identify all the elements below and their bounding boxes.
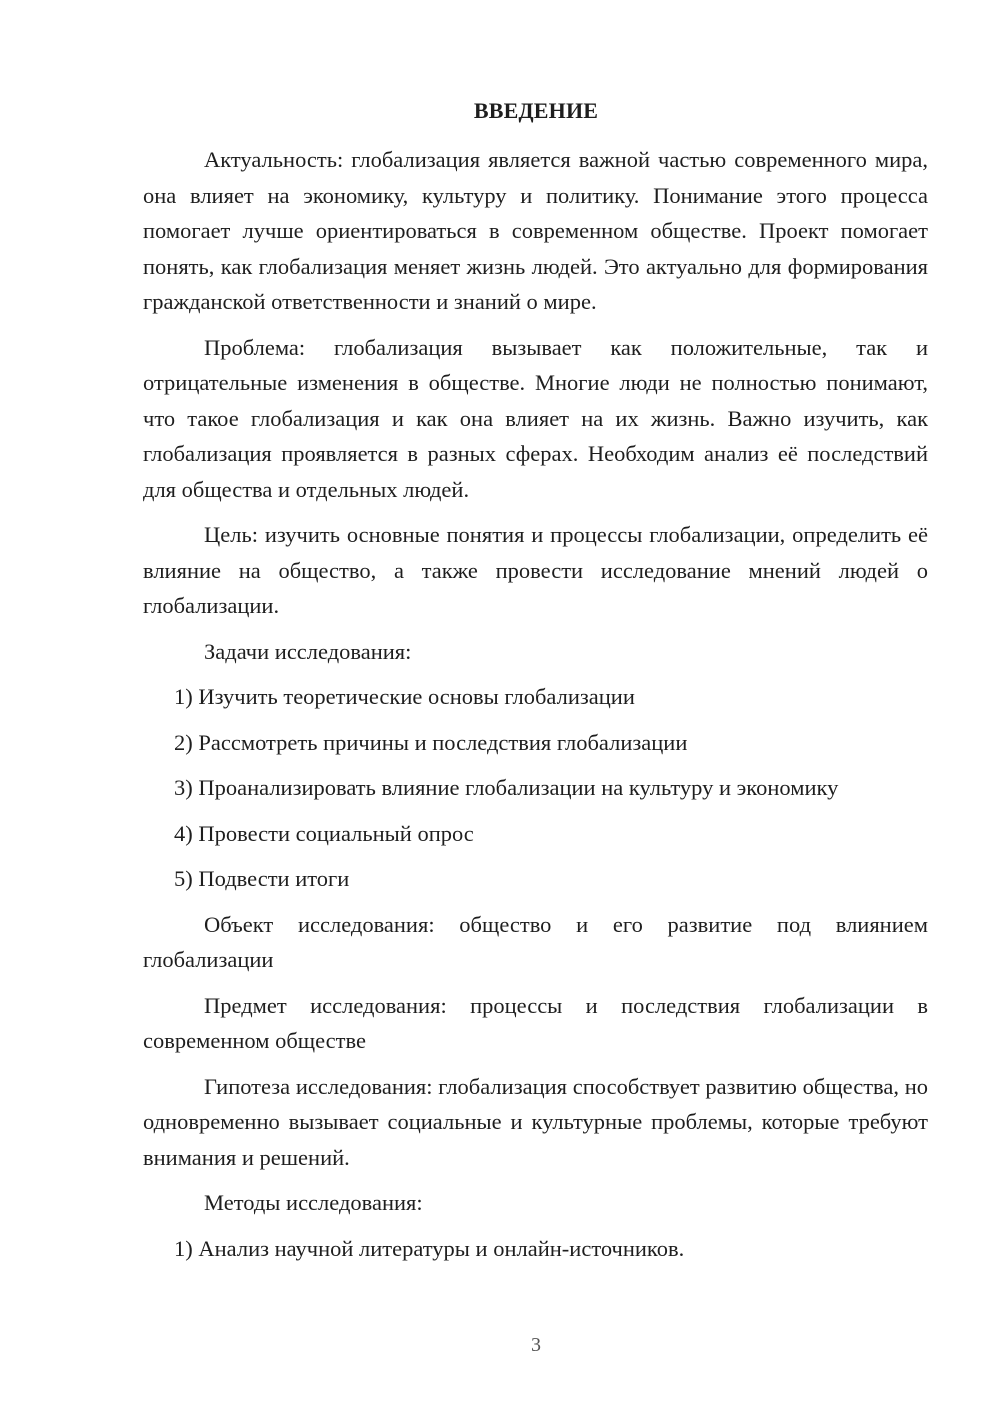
task-item-3: 3) Проанализировать влияние глобализации на культуру и экономику xyxy=(174,775,839,800)
task-item-4: 4) Провести социальный опрос xyxy=(174,820,474,846)
methods-heading: Методы исследования: xyxy=(204,1190,423,1215)
object-paragraph: Объект исследования: общество и его развитие под влиянием глобализации xyxy=(143,911,928,972)
task-item-1: 1) Изучить теоретические основы глобализации xyxy=(174,684,635,709)
tasks-heading: Задачи исследования: xyxy=(204,638,412,664)
hypothesis-paragraph: Гипотеза исследования: глобализация способствует развитию общества, но одновременно вызывает социальные и культурные проблемы, которые требуют внимания и решений. xyxy=(143,1073,928,1170)
goal-paragraph: Цель: изучить основные понятия и процессы глобализации, определить её влияние на общество, а также провести исследование мнений людей о глобализации. xyxy=(143,522,928,618)
method-item-1: 1) Анализ научной литературы и онлайн-источников. xyxy=(174,1235,685,1261)
page-number: 3 xyxy=(531,1334,541,1356)
page-content xyxy=(143,142,928,1276)
task-item-5: 5) Подвести итоги xyxy=(174,866,350,891)
subject-paragraph: Предмет исследования: процессы и последствия глобализации в современном обществе xyxy=(143,992,928,1053)
task-item-2: 2) Рассмотреть причины и последствия глобализации xyxy=(174,729,688,755)
relevance-paragraph: Актуальность: глобализация является важной частью современного мира, она влияет на экономику, культуру и политику. Понимание этого процесса помогает лучше ориентироваться в современном обществе. Проект помогает понять, как глобализация меняет жизнь людей. Это актуально для формирования гражданской ответственности и знаний о мире. xyxy=(143,147,928,314)
section-title: ВВЕДЕНИЕ xyxy=(473,98,599,123)
problem-paragraph: Проблема: глобализация вызывает как положительные, так и отрицательные изменения в обществе. Многие люди не полностью понимают, что такое глобализация и как она влияет на их жизнь. Важно изучить, как глобализация проявляется в разных сферах. Необходим анализ её последствий для общества и отдельных людей. xyxy=(143,334,928,502)
